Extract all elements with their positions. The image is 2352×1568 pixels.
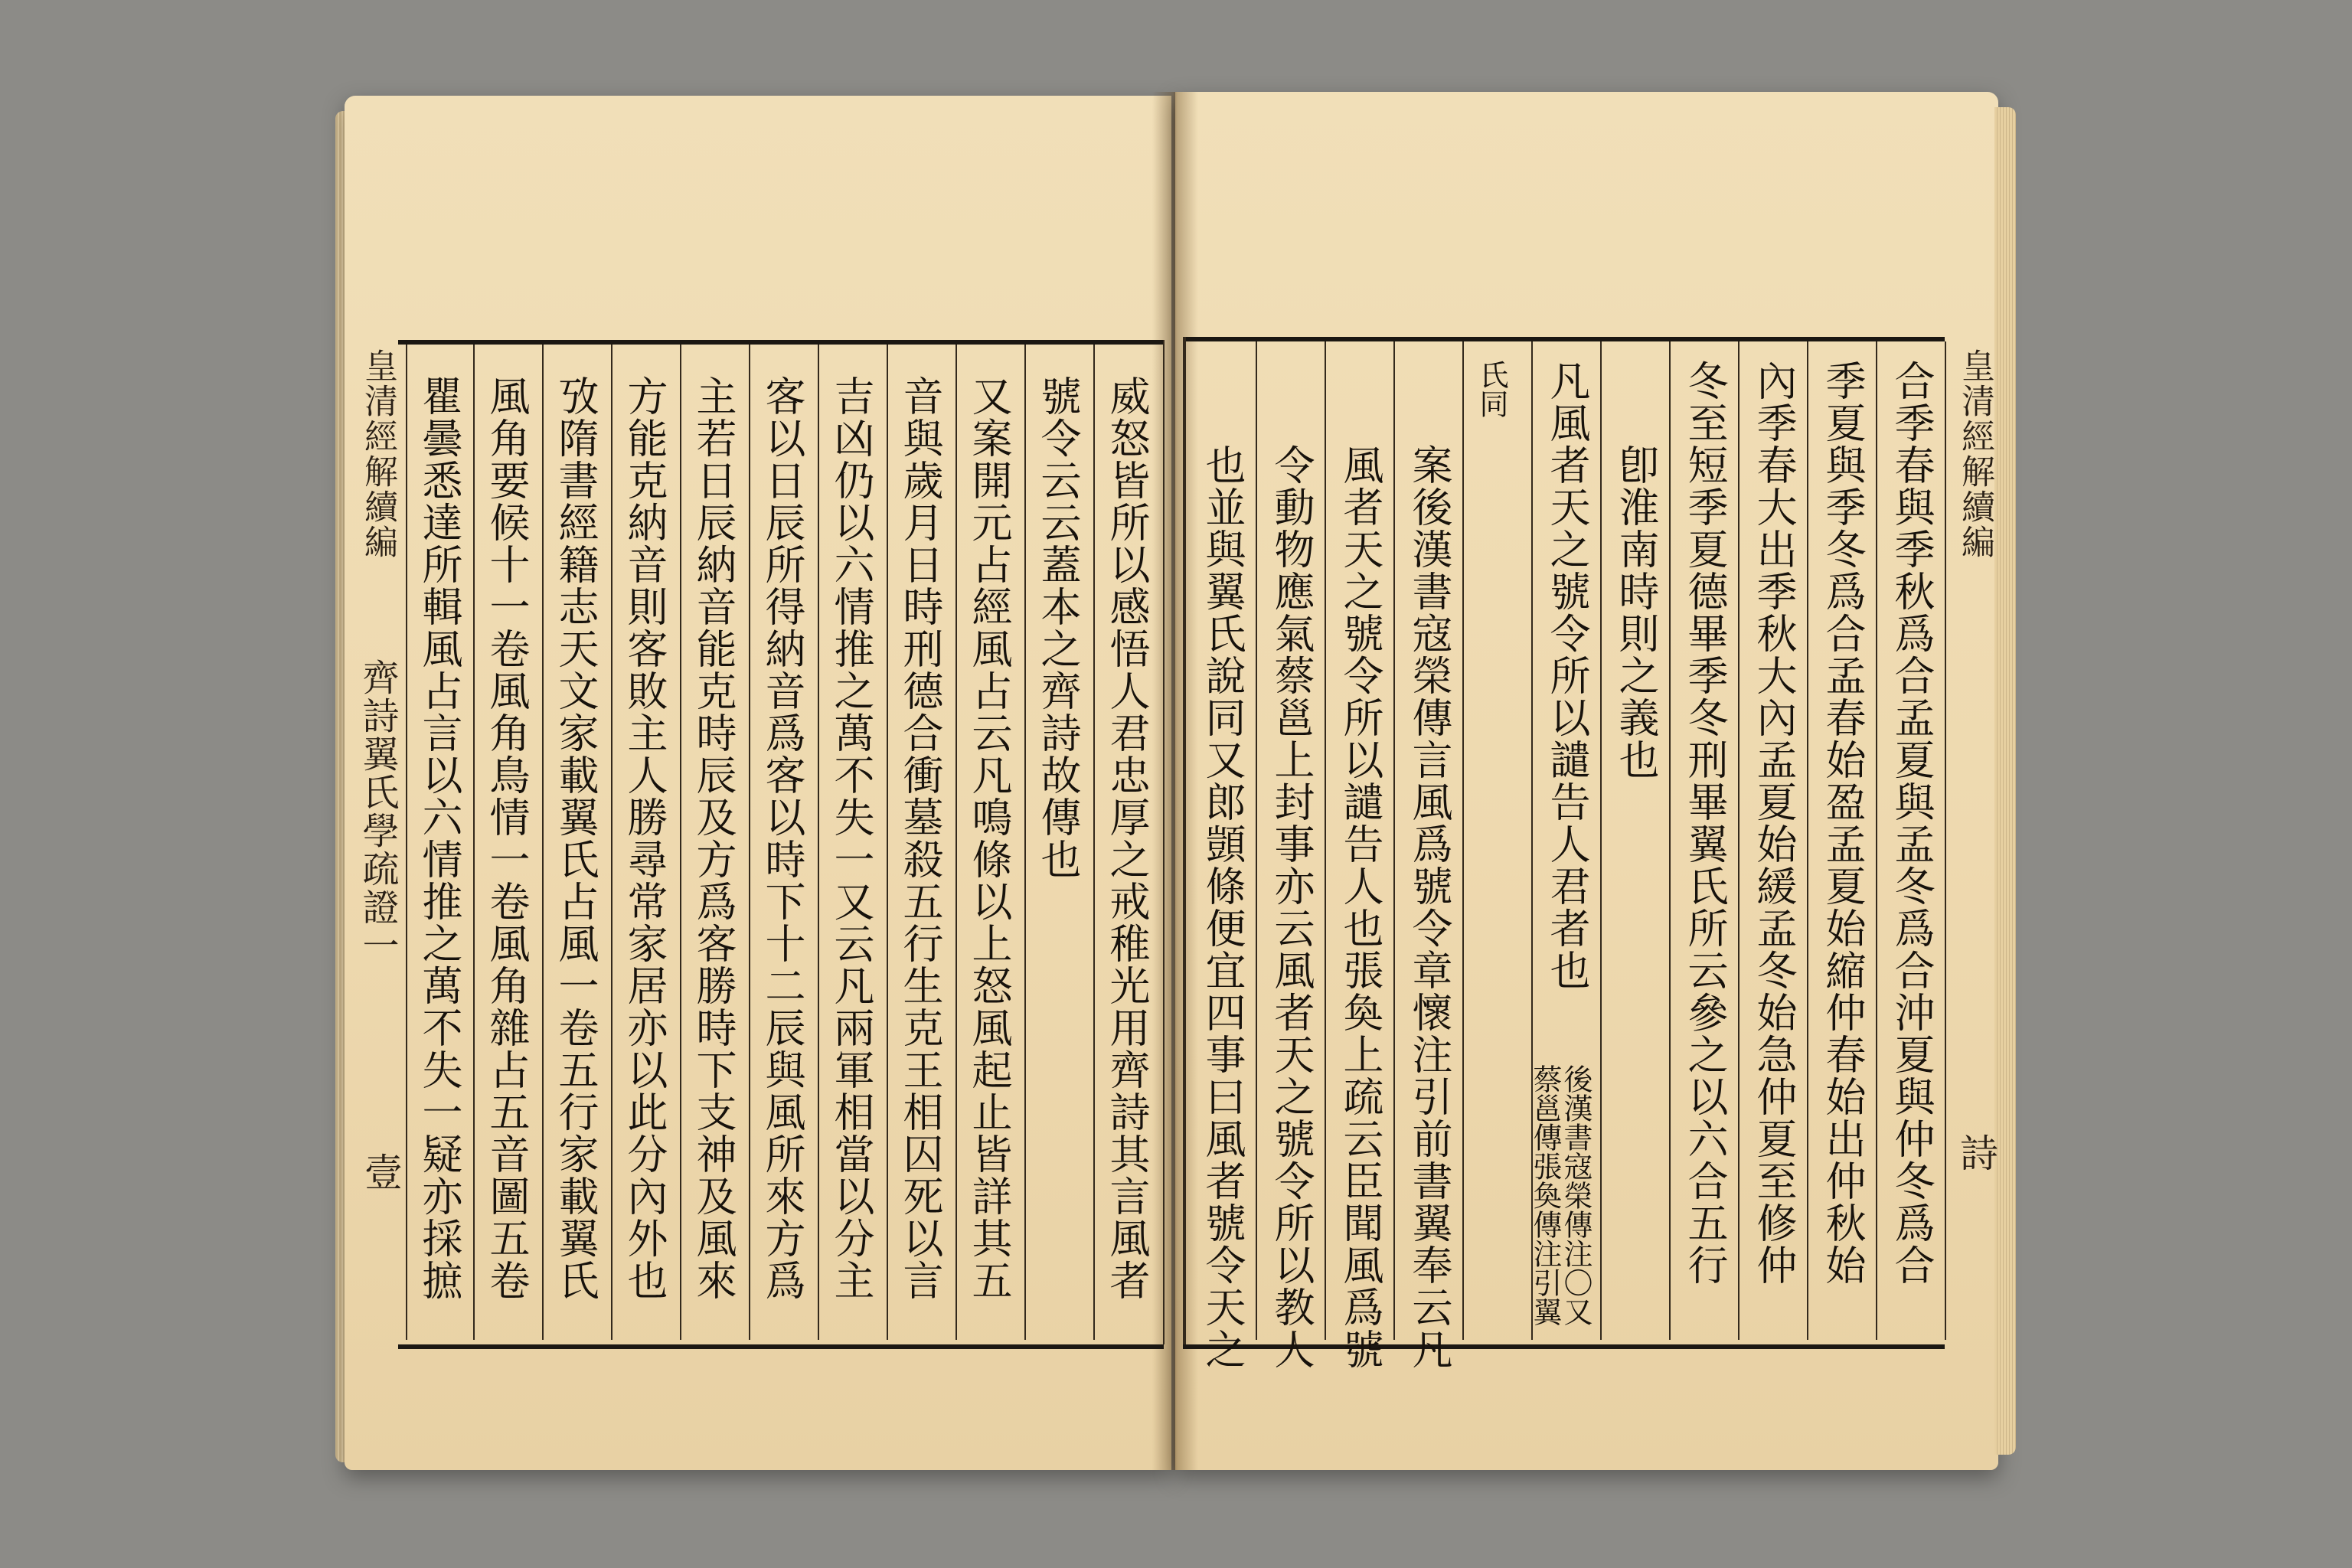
left-margin-subtitle: 齊詩翼氏學疏證一 — [356, 658, 399, 965]
left-column-6: 客以日辰所得納音爲客以時下十二辰與風所來方爲 — [759, 375, 805, 1302]
left-column-rule — [611, 345, 612, 1340]
left-column-rule — [406, 345, 407, 1340]
left-column-11: 瞿曇悉達所輯風占言以六情推之萬不失一疑亦採摭 — [416, 375, 462, 1302]
right-column-rule — [1807, 341, 1808, 1340]
left-folio-number: 壹 — [358, 1152, 403, 1192]
left-column-9: 攷隋書經籍志天文家載翼氏占風一卷五行家載翼氏 — [552, 375, 599, 1302]
left-column-rule — [1093, 345, 1095, 1340]
left-column-rule — [680, 345, 681, 1340]
right-column-rule — [1325, 341, 1326, 1340]
right-margin-title: 皇清經解續編 — [1955, 348, 1994, 560]
right-page-edges — [1994, 107, 2016, 1455]
right-column-rule — [1945, 341, 1946, 1340]
right-column-4: 冬至短季夏德畢季冬刑畢翼氏所云參之以六合五行 — [1681, 360, 1728, 1286]
right-column-rule — [1738, 341, 1740, 1340]
right-frame-left-border — [1183, 337, 1186, 1344]
left-column-4: 音與歲月日時刑德合衝墓殺五行生克王相囚死以言 — [897, 375, 943, 1302]
left-column-rule — [818, 345, 819, 1340]
right-column-9: 令動物應氣蔡邕上封事亦云風者天之號令所以教人 — [1268, 444, 1315, 1370]
left-column-rule — [542, 345, 544, 1340]
right-column-rule — [1462, 341, 1464, 1340]
right-column-rule — [1393, 341, 1395, 1340]
right-column-2: 季夏與季冬爲合孟春始盈孟夏始縮仲春始出仲秋始 — [1819, 360, 1866, 1286]
right-column-3: 內季春大出季秋大內孟夏始緩孟冬始急仲夏至修仲 — [1750, 360, 1797, 1286]
left-column-8: 方能克納音則客敗主人勝尋常家居亦以此分內外也 — [621, 375, 668, 1302]
left-column-rule — [956, 345, 957, 1340]
left-column-rule — [749, 345, 750, 1340]
right-column-6-note-c: 氏同 — [1475, 360, 1508, 418]
left-column-rule — [1024, 345, 1026, 1340]
right-column-6-note-a: 後漢書寇榮傳注〇又 — [1559, 1064, 1592, 1326]
right-column-rule — [1876, 341, 1877, 1340]
right-column-6-note-b: 蔡邕傳張奐傳注引翼 — [1528, 1064, 1562, 1326]
right-column-5: 卽淮南時則之義也 — [1612, 444, 1659, 781]
right-column-rule — [1256, 341, 1257, 1340]
left-frame-right-border — [1163, 340, 1165, 1344]
right-column-8: 風者天之號令所以譴告人也張奐上疏云臣聞風爲號 — [1337, 444, 1383, 1370]
right-margin-subtitle: 詩 — [1954, 1133, 1998, 1173]
right-column-1: 合季春與季秋爲合孟夏與孟冬爲合沖夏與仲冬爲合 — [1888, 360, 1935, 1286]
right-column-rule — [1600, 341, 1602, 1340]
left-column-3: 又案開元占經風占云凡鳴條以上怒風起止皆詳其五 — [965, 375, 1012, 1302]
left-margin-title: 皇清經解續編 — [358, 348, 397, 560]
left-column-1: 威怒皆所以感悟人君忠厚之戒稚光用齊詩其言風者 — [1103, 375, 1150, 1302]
left-column-5: 吉凶仍以六情推之萬不失一又云凡兩軍相當以分主 — [828, 375, 874, 1302]
left-column-rule — [887, 345, 888, 1340]
right-column-10: 也並與翼氏說同又郎顗條便宜四事曰風者號令天之 — [1199, 444, 1246, 1370]
left-column-7: 主若日辰納音能克時辰及方爲客勝時下支神及風來 — [690, 375, 737, 1302]
right-column-7: 案後漢書寇榮傳言風爲號令章懷注引前書翼奉云凡 — [1406, 444, 1452, 1370]
right-column-rule — [1669, 341, 1671, 1340]
left-column-10: 風角要候十一卷風角鳥情一卷風角雜占五音圖五卷 — [483, 375, 530, 1302]
right-column-6-main: 凡風者天之號令所以譴告人君者也 — [1544, 360, 1590, 991]
left-column-rule — [473, 345, 475, 1340]
left-column-2: 號令云云蓋本之齊詩故傳也 — [1034, 375, 1081, 880]
